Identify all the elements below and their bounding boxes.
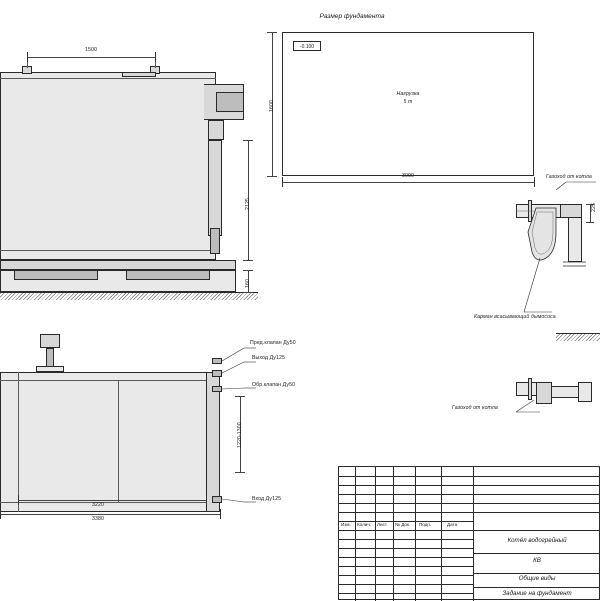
nozzle-check-valve-dn50 bbox=[212, 386, 222, 392]
dim-tick bbox=[18, 495, 19, 505]
tb-line bbox=[473, 553, 600, 554]
tb-line bbox=[339, 476, 600, 477]
tb-col-header-izm: Изм. bbox=[341, 522, 351, 527]
dim-tick bbox=[27, 52, 28, 62]
callout-outlet: Выход Ду125 bbox=[252, 355, 285, 361]
foundation-load-label: Нагрузка bbox=[396, 91, 420, 97]
tb-line bbox=[339, 512, 600, 513]
tb-line bbox=[473, 573, 600, 574]
duct-flange-lower bbox=[528, 378, 532, 400]
dim-tick bbox=[243, 260, 253, 261]
dim-tick bbox=[243, 270, 253, 271]
base-support-left bbox=[14, 270, 98, 280]
dim-tick bbox=[235, 472, 245, 473]
flue-ground-line bbox=[556, 333, 600, 334]
tb-line bbox=[339, 485, 600, 486]
callout-safety-valve: Пред.клапан Ду50 bbox=[250, 340, 296, 346]
foundation-width-dimension-line bbox=[282, 182, 534, 183]
dim-tick bbox=[586, 222, 594, 223]
boiler-body-lower-edge bbox=[0, 250, 216, 251]
tb-line bbox=[339, 494, 600, 495]
tb-line bbox=[339, 557, 473, 558]
tb-col bbox=[441, 467, 442, 601]
base-support-right bbox=[126, 270, 210, 280]
tb-col-header-ndok: № Док. bbox=[395, 522, 411, 527]
tb-col bbox=[473, 467, 474, 601]
tb-title-line-3: Общие виды bbox=[518, 575, 556, 582]
plan-inner-left bbox=[18, 372, 19, 512]
dim-tick bbox=[235, 396, 245, 397]
tb-line bbox=[339, 566, 473, 567]
front-top-dimension-line bbox=[27, 57, 155, 58]
duct-elbow-upper bbox=[560, 204, 582, 218]
duct-elbow-lower bbox=[536, 382, 552, 404]
tb-line bbox=[339, 584, 473, 585]
dim-tick bbox=[267, 32, 277, 33]
dim-tick bbox=[534, 177, 535, 187]
flue-ground-hatching bbox=[556, 334, 600, 341]
dim-tick bbox=[155, 52, 156, 62]
plan-dim-3380-text: 3380 bbox=[92, 516, 104, 522]
side-riser-panel bbox=[208, 140, 222, 236]
tb-col-header-podp: Подп. bbox=[419, 522, 432, 527]
boiler-top-hatch bbox=[122, 72, 156, 77]
dim-tick bbox=[267, 176, 277, 177]
duct-flange-upper bbox=[528, 200, 532, 222]
tb-header-line bbox=[339, 530, 600, 531]
plan-height-dimension-text: 1220-1300 bbox=[237, 422, 243, 448]
tb-line bbox=[339, 539, 473, 540]
boiler-body-elevation bbox=[0, 72, 216, 260]
duct-horizontal-upper bbox=[516, 204, 562, 218]
dim-tick bbox=[282, 177, 283, 187]
boiler-base-frame bbox=[0, 260, 236, 270]
tb-line bbox=[339, 503, 600, 504]
dim-tick bbox=[220, 509, 221, 519]
burner-flange bbox=[216, 92, 244, 112]
burner-nozzle bbox=[208, 120, 224, 140]
foundation-height-dimension-text: 1600 bbox=[269, 100, 275, 112]
plan-inner-top bbox=[0, 380, 220, 381]
pump-base bbox=[36, 366, 64, 372]
tb-line bbox=[339, 575, 473, 576]
plan-inner-right bbox=[118, 380, 119, 502]
ground-hatching bbox=[0, 293, 258, 300]
boiler-plan-body bbox=[0, 372, 220, 512]
tb-col bbox=[415, 467, 416, 601]
tb-title-line-2: КВ bbox=[533, 557, 541, 564]
tb-col-header-kolich: Колич. bbox=[357, 522, 372, 527]
front-top-dimension-text: 1500 bbox=[85, 47, 97, 53]
tb-col bbox=[393, 467, 394, 601]
callout-check-valve: Обр.клапан Ду50 bbox=[252, 382, 296, 388]
tb-line bbox=[339, 593, 473, 594]
plan-inner-bottom bbox=[0, 502, 220, 503]
foundation-width-dimension-text: 3000 bbox=[402, 173, 414, 179]
dim-tick bbox=[0, 509, 1, 519]
foundation-elevation-mark: -0.100 bbox=[293, 41, 321, 51]
tb-title-line-4: Задание на фундамент bbox=[502, 590, 572, 597]
plan-dim-3220-line bbox=[18, 500, 206, 501]
tb-col-header-data: Дата bbox=[447, 522, 458, 527]
suction-pocket-caption: Карман всасывающий дымососа bbox=[474, 314, 556, 320]
tb-line bbox=[473, 587, 600, 588]
flue-upper-dimension-line bbox=[590, 204, 591, 222]
nozzle-inlet-dn125 bbox=[212, 496, 222, 503]
tb-col-header-list: Лист bbox=[377, 522, 387, 527]
foundation-plan-title: Размер фундамента bbox=[319, 13, 385, 20]
tb-col bbox=[375, 467, 376, 601]
dim-tick bbox=[586, 204, 594, 205]
tb-col bbox=[355, 467, 356, 601]
foundation-load-value: 5 т bbox=[403, 99, 413, 105]
nozzle-outlet-dn125 bbox=[212, 370, 222, 377]
plan-dim-3220-text: 3220 bbox=[92, 502, 104, 508]
plan-side-channel bbox=[206, 372, 220, 512]
pump-motor-block bbox=[40, 334, 60, 348]
flue-lower-label: Газоход от котла bbox=[452, 405, 498, 411]
tb-title-line-1: Котёл водогрейный bbox=[507, 537, 567, 544]
flue-upper-dimension-text: 225 bbox=[591, 203, 597, 212]
boiler-body-top-edge bbox=[0, 78, 216, 79]
tb-line bbox=[339, 548, 473, 549]
dim-tick bbox=[206, 495, 207, 505]
title-block bbox=[338, 466, 600, 600]
front-height-dimension-text: 2125 bbox=[245, 198, 251, 210]
nozzle-safety-valve-dn50 bbox=[212, 358, 222, 364]
duct-end-lower bbox=[578, 382, 592, 402]
plan-dim-3380-line bbox=[0, 514, 220, 515]
front-base-dimension-text: 160 bbox=[245, 279, 251, 288]
dim-tick bbox=[243, 140, 253, 141]
callout-inlet: Вход Ду125 bbox=[252, 496, 282, 502]
flue-upper-label: Газоход от котла bbox=[546, 174, 592, 180]
dim-tick bbox=[243, 292, 253, 293]
side-valve-block bbox=[210, 228, 220, 254]
